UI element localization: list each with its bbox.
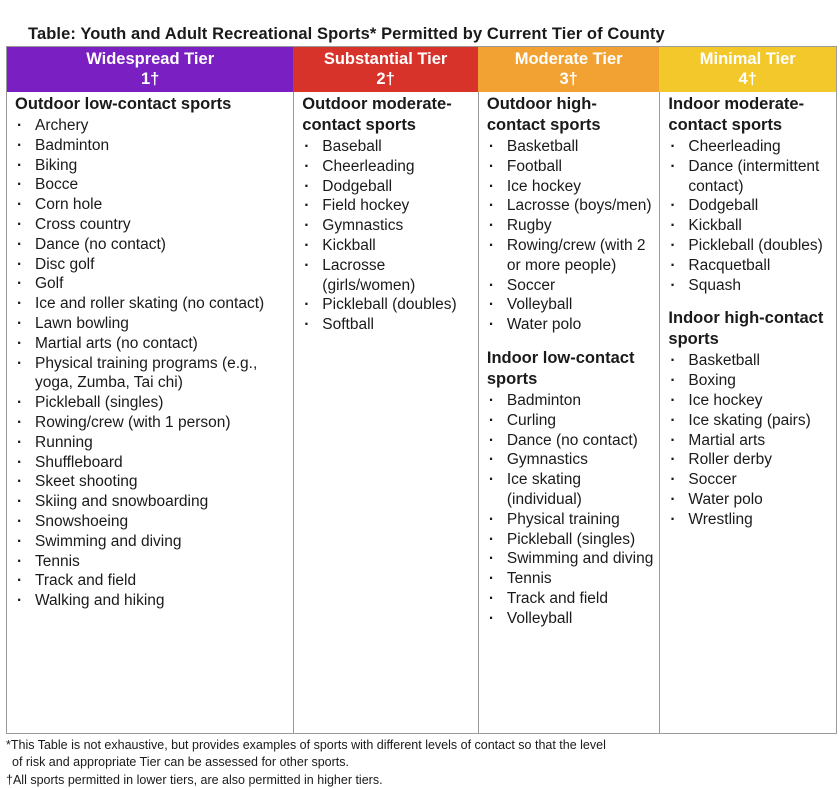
sport-item: · Pickleball (singles): [15, 393, 287, 413]
sport-item: · Baseball: [302, 137, 472, 157]
sport-list: [668, 137, 830, 295]
tier-number: 4†: [738, 70, 757, 88]
sport-item: · Pickleball (doubles): [668, 236, 830, 256]
sport-item: · Tennis: [487, 569, 654, 589]
sport-item: · Track and field: [15, 571, 287, 591]
section-heading: Outdoor moderate-contact sports: [302, 95, 452, 134]
sport-item: · Swimming and diving: [15, 532, 287, 552]
sport-item: · Lacrosse (boys/men): [487, 196, 654, 216]
section-heading: Indoor high-contact sports: [668, 309, 824, 349]
sport-item: · Basketball: [668, 351, 830, 371]
sport-item: · Volleyball: [487, 295, 654, 315]
sport-item: · Ice hockey: [668, 391, 830, 411]
sport-item: · Biking: [15, 156, 287, 176]
sport-list: [302, 137, 472, 335]
tier-name: Widespread Tier: [86, 50, 215, 68]
sport-item: · Kickball: [302, 236, 472, 256]
sport-list: [15, 116, 287, 611]
section-heading: Outdoor low-contact sports: [15, 95, 232, 113]
sport-item: · Shuffleboard: [15, 453, 287, 473]
sport-item: · Skiing and snowboarding: [15, 492, 287, 512]
footnote-not-exhaustive-cont: of risk and appropriate Tier can be assessed for other sports.: [12, 755, 349, 769]
sport-item: · Rowing/crew (with 1 person): [15, 413, 287, 433]
sport-item: · Badminton: [15, 136, 287, 156]
sport-item: · Bocce: [15, 175, 287, 195]
sport-item: · Rugby: [487, 216, 654, 236]
sport-item: · Disc golf: [15, 255, 287, 275]
tier-name: Moderate Tier: [514, 50, 623, 68]
sport-item: · Swimming and diving: [487, 549, 654, 569]
sport-list: [487, 391, 654, 629]
sport-item: · Wrestling: [668, 510, 830, 530]
sport-item: · Softball: [302, 315, 472, 335]
sport-item: · Kickball: [668, 216, 830, 236]
sport-item: · Ice skating (individual): [487, 470, 654, 510]
sport-item: · Track and field: [487, 589, 654, 609]
tier-header-minimal: [659, 47, 836, 92]
sport-item: · Golf: [15, 274, 287, 294]
sport-item: · Physical training programs (e.g., yoga, Zumba, Tai chi): [15, 354, 287, 394]
sport-item: · Curling: [487, 411, 654, 431]
tier-body-row: [7, 92, 836, 733]
sport-item: · Running: [15, 433, 287, 453]
sport-item: · Physical training: [487, 510, 654, 530]
minimal-column: [659, 92, 836, 733]
sport-item: · Cheerleading: [302, 157, 472, 177]
sport-item: · Martial arts: [668, 431, 830, 451]
sport-item: · Archery: [15, 116, 287, 136]
sport-item: · Gymnastics: [487, 450, 654, 470]
sport-item: · Dance (intermittent contact): [668, 157, 830, 197]
sport-item: · Skeet shooting: [15, 472, 287, 492]
tier-number: 3†: [559, 70, 578, 88]
sport-item: · Gymnastics: [302, 216, 472, 236]
sport-item: · Corn hole: [15, 195, 287, 215]
tier-header-moderate: [478, 47, 660, 92]
sport-item: · Ice skating (pairs): [668, 411, 830, 431]
sport-item: · Snowshoeing: [15, 512, 287, 532]
footnote-lower-tiers: †All sports permitted in lower tiers, are also permitted in higher tiers.: [6, 773, 383, 787]
tier-name: Substantial Tier: [323, 50, 448, 68]
sport-item: · Water polo: [487, 315, 654, 335]
sport-item: · Pickleball (singles): [487, 530, 654, 550]
sport-item: · Rowing/crew (with 2 or more people): [487, 236, 654, 276]
sport-item: · Racquetball: [668, 256, 830, 276]
sports-tier-table: [6, 46, 837, 734]
tier-name: Minimal Tier: [699, 50, 796, 68]
sport-item: · Water polo: [668, 490, 830, 510]
footnote-not-exhaustive: *This Table is not exhaustive, but provides examples of sports with different levels of contact so that the level: [6, 738, 606, 752]
sport-item: · Tennis: [15, 552, 287, 572]
sport-item: · Ice hockey: [487, 177, 654, 197]
sport-item: · Lawn bowling: [15, 314, 287, 334]
sport-item: · Walking and hiking: [15, 591, 287, 611]
sport-item: · Martial arts (no contact): [15, 334, 287, 354]
sport-item: · Squash: [668, 276, 830, 296]
tier-number: 1†: [140, 70, 160, 88]
tier-number: 2†: [376, 70, 395, 88]
sport-item: · Boxing: [668, 371, 830, 391]
section-heading: Outdoor high-contact sports: [486, 95, 601, 134]
sport-item: · Badminton: [487, 391, 654, 411]
sport-item: · Soccer: [668, 470, 830, 490]
section-heading: Indoor moderate-contact sports: [668, 95, 805, 134]
moderate-column: [478, 92, 660, 733]
tier-header-widespread: [7, 47, 293, 92]
sport-item: · Volleyball: [487, 609, 654, 629]
sport-list: [668, 351, 830, 529]
sport-item: · Basketball: [487, 137, 654, 157]
tier-header-substantial: [293, 47, 478, 92]
sport-item: · Dodgeball: [668, 196, 830, 216]
sport-item: · Soccer: [487, 276, 654, 296]
tier-header-row: [7, 47, 836, 92]
sport-list: [487, 137, 654, 335]
sport-item: · Football: [487, 157, 654, 177]
sport-item: · Ice and roller skating (no contact): [15, 294, 287, 314]
sport-item: · Pickleball (doubles): [302, 295, 472, 315]
sport-item: · Dance (no contact): [487, 431, 654, 451]
sport-item: · Dance (no contact): [15, 235, 287, 255]
sport-item: · Cheerleading: [668, 137, 830, 157]
substantial-column: [293, 92, 478, 733]
sport-item: · Lacrosse (girls/women): [302, 256, 472, 296]
sport-item: · Cross country: [15, 215, 287, 235]
section-heading: Indoor low-contact sports: [486, 348, 635, 388]
widespread-column: [7, 92, 293, 733]
sport-item: · Roller derby: [668, 450, 830, 470]
sport-item: · Dodgeball: [302, 177, 472, 197]
sport-item: · Field hockey: [302, 196, 472, 216]
table-title: Table: Youth and Adult Recreational Sports* Permitted by Current Tier of County: [28, 25, 665, 43]
